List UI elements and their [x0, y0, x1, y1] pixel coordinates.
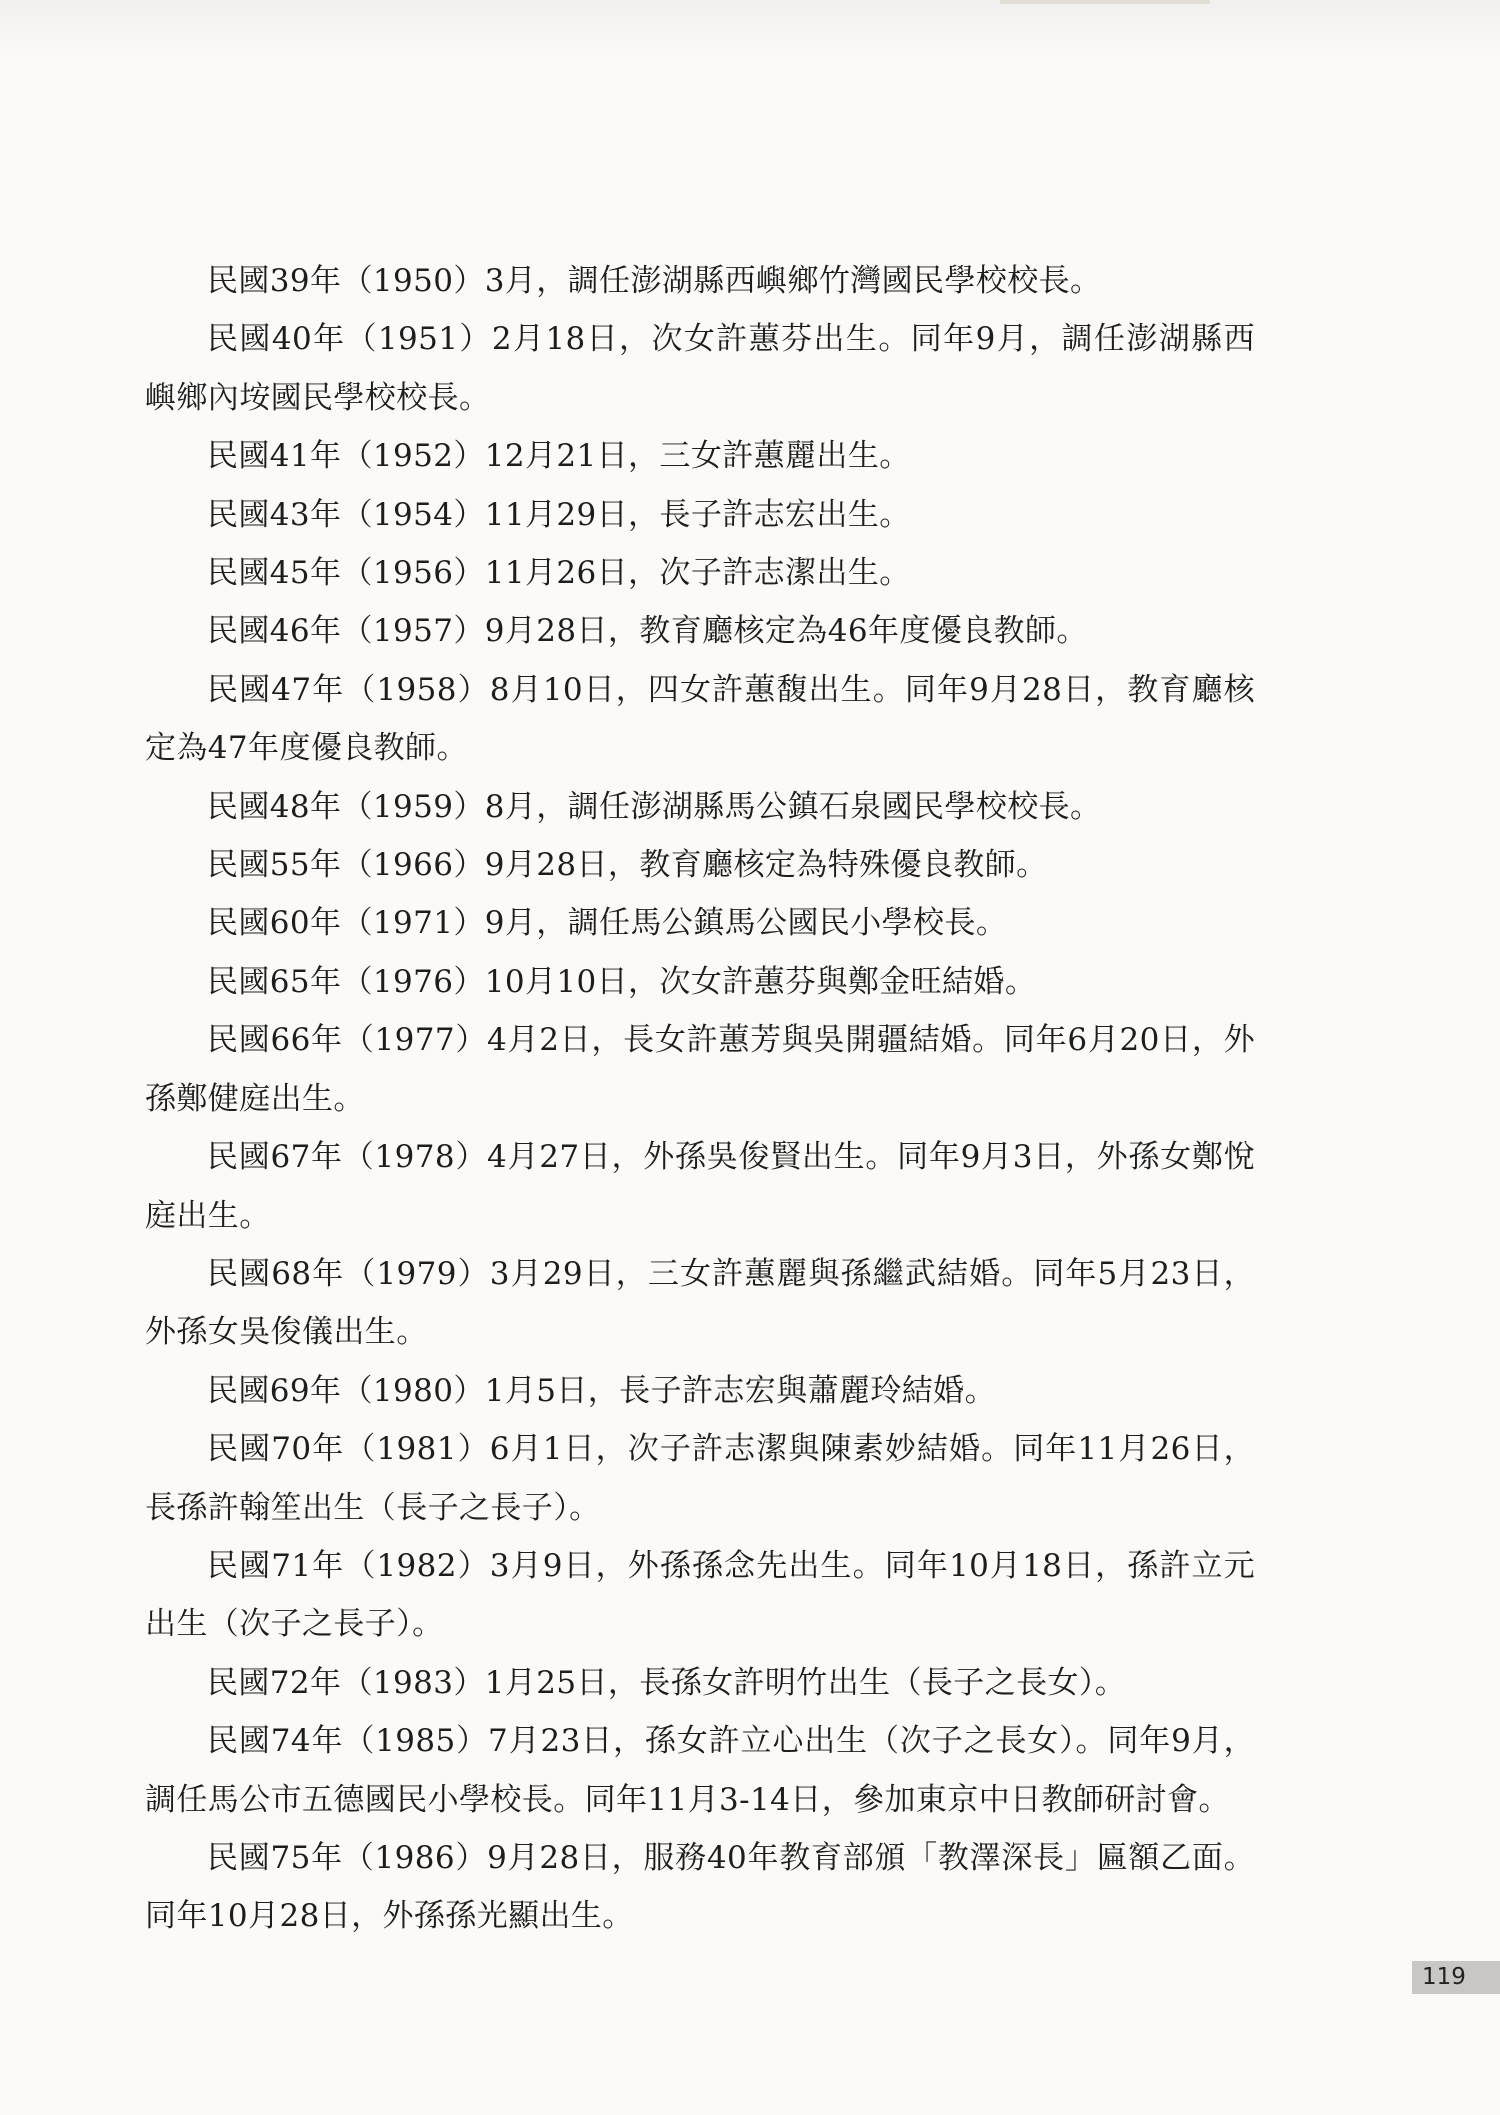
entry-1958: 民國47年（1958）8月10日，四女許蕙馥出生。同年9月28日，教育廳核定為47年度優良教師。 [145, 671, 1255, 767]
entry-1982: 民國71年（1982）3月9日，外孫孫念先出生。同年10月18日，孫許立元出生（次子之長子）。 [145, 1547, 1255, 1643]
entry-1956: 民國45年（1956）11月26日，次子許志潔出生。 [207, 555, 911, 592]
entry-1959: 民國48年（1959）8月，調任澎湖縣馬公鎮石泉國民學校校長。 [207, 788, 1102, 825]
entry-1957: 民國46年（1957）9月28日，教育廳核定為46年度優良教師。 [207, 613, 1088, 650]
entry-1985: 民國74年（1985）7月23日，孫女許立心出生（次子之長女）。同年9月，調任馬公市五德國民小學校長。同年11月3-14日，參加東京中日教師研討會。 [145, 1723, 1255, 1818]
entry-1980: 民國69年（1980）1月5日，長子許志宏與蕭麗玲結婚。 [207, 1372, 996, 1409]
entry-1978: 民國67年（1978）4月27日，外孫吳俊賢出生。同年9月3日，外孫女鄭悅庭出生。 [145, 1139, 1255, 1234]
entry-1952: 民國41年（1952）12月21日，三女許蕙麗出生。 [207, 438, 911, 475]
entry-1983: 民國72年（1983）1月25日，長孫女許明竹出生（長子之長女）。 [207, 1664, 1127, 1701]
entry-1979: 民國68年（1979）3月29日，三女許蕙麗與孫繼武結婚。同年5月23日，外孫女吳俊儀出生。 [145, 1255, 1255, 1351]
entry-1951: 民國40年（1951）2月18日，次女許蕙芬出生。同年9月，調任澎湖縣西嶼鄉內垵國民學校校長。 [145, 321, 1255, 416]
entry-1986: 民國75年（1986）9月28日，服務40年教育部頒「教澤深長」匾額乙面。同年10月28日，外孫孫光顯出生。 [145, 1839, 1255, 1935]
entry-1954: 民國43年（1954）11月29日，長子許志宏出生。 [207, 496, 911, 533]
entry-1976: 民國65年（1976）10月10日，次女許蕙芬與鄭金旺結婚。 [207, 963, 1037, 1000]
entry-1971: 民國60年（1971）9月，調任馬公鎮馬公國民小學校長。 [207, 905, 1008, 942]
entry-1977: 民國66年（1977）4月2日，長女許蕙芳與吳開疆結婚。同年6月20日，外孫鄭健庭出生。 [145, 1022, 1255, 1117]
page-number: 119 [1412, 1961, 1500, 1994]
scan-edge-mark [1000, 0, 1210, 4]
entry-1950: 民國39年（1950）3月，調任澎湖縣西嶼鄉竹灣國民學校校長。 [207, 263, 1102, 299]
chronology-text [145, 252, 1255, 1946]
page-top-shadow [0, 0, 1500, 60]
entry-1966: 民國55年（1966）9月28日，教育廳核定為特殊優良教師。 [207, 847, 1048, 884]
entry-1981: 民國70年（1981）6月1日，次子許志潔與陳素妙結婚。同年11月26日，長孫許翰笙出生（長子之長子）。 [145, 1431, 1255, 1526]
